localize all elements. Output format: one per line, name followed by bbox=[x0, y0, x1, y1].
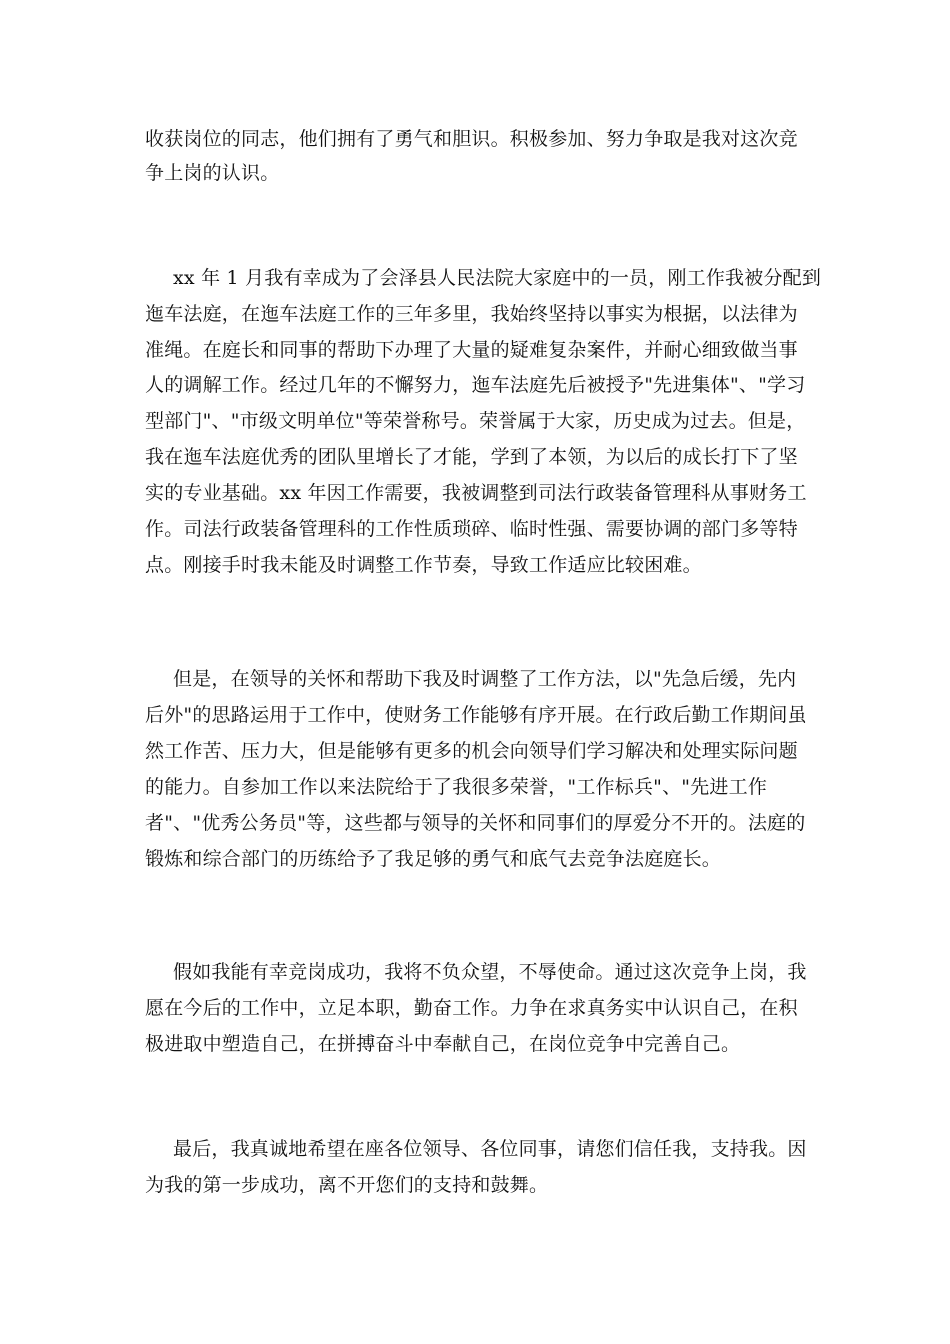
paragraph-line: 人的调解工作。经过几年的不懈努力，迤车法庭先后被授予"先进集体"、"学习 bbox=[145, 374, 806, 396]
paragraph-line: 点。刚接手时我未能及时调整工作节奏，导致工作适应比较困难。 bbox=[145, 554, 702, 576]
paragraph-line: 愿在今后的工作中，立足本职，勤奋工作。力争在求真务实中认识自己，在积 bbox=[145, 997, 798, 1019]
paragraph-line: 者"、"优秀公务员"等，这些都与领导的关怀和同事们的厚爱分不开的。法庭的 bbox=[145, 812, 806, 834]
paragraph-line: 收获岗位的同志，他们拥有了勇气和胆识。积极参加、努力争取是我对这次竞 bbox=[145, 128, 798, 150]
paragraph-line: 争上岗的认识。 bbox=[145, 162, 280, 184]
paragraph-line: 然工作苦、压力大，但是能够有更多的机会向领导们学习解决和处理实际问题 bbox=[145, 740, 798, 762]
paragraph-line: 实的专业基础。xx 年因工作需要，我被调整到司法行政装备管理科从事财务工 bbox=[145, 482, 807, 504]
paragraph-line: 作。司法行政装备管理科的工作性质琐碎、临时性强、需要协调的部门多等特 bbox=[145, 518, 798, 540]
paragraph-line: 为我的第一步成功，离不开您们的支持和鼓舞。 bbox=[145, 1174, 549, 1196]
paragraph-line: 的能力。自参加工作以来法院给于了我很多荣誉，"工作标兵"、"先进工作 bbox=[145, 776, 768, 798]
paragraph-line: 我在迤车法庭优秀的团队里增长了才能，学到了本领，为以后的成长打下了坚 bbox=[145, 446, 798, 468]
paragraph-line: 后外"的思路运用于工作中，使财务工作能够有序开展。在行政后勤工作期间虽 bbox=[145, 704, 807, 726]
paragraph-line: 锻炼和综合部门的历练给予了我足够的勇气和底气去竞争法庭庭长。 bbox=[145, 848, 722, 870]
paragraph-line: xx 年 1 月我有幸成为了会泽县人民法院大家庭中的一员，刚工作我被分配到 bbox=[173, 267, 822, 289]
paragraph-line: 极进取中塑造自己，在拼搏奋斗中奉献自己，在岗位竞争中完善自己。 bbox=[145, 1033, 741, 1055]
paragraph-line: 但是，在领导的关怀和帮助下我及时调整了工作方法，以"先急后缓，先内 bbox=[173, 668, 797, 690]
paragraph-line: 最后，我真诚地希望在座各位领导、各位同事，请您们信任我，支持我。因 bbox=[173, 1138, 807, 1160]
paragraph-line: 迤车法庭，在迤车法庭工作的三年多里，我始终坚持以事实为根据，以法律为 bbox=[145, 303, 798, 325]
paragraph-line: 准绳。在庭长和同事的帮助下办理了大量的疑难复杂案件，并耐心细致做当事 bbox=[145, 339, 798, 361]
paragraph-line: 型部门"、"市级文明单位"等荣誉称号。荣誉属于大家，历史成为过去。但是， bbox=[145, 410, 806, 432]
paragraph-line: 假如我能有幸竞岗成功，我将不负众望，不辱使命。通过这次竞争上岗，我 bbox=[173, 961, 807, 983]
